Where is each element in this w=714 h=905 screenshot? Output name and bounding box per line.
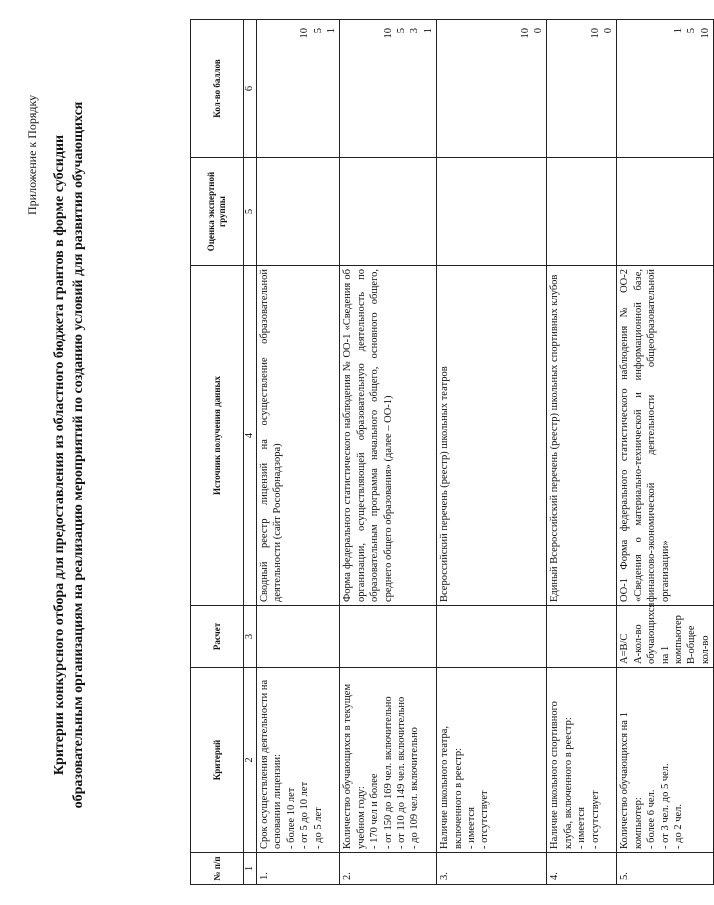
column-number: 1 — [244, 853, 257, 885]
criterion-line: - от 3 чел. до 5 чел. — [659, 763, 671, 849]
points-line: 10 — [589, 28, 601, 39]
data-source-cell: Единый Всероссийский перечень (реестр) школьных спортивных клубов — [547, 266, 617, 606]
row-number: 1. — [257, 853, 340, 885]
expert-assessment-cell — [547, 158, 617, 266]
criterion-cell — [437, 668, 547, 853]
criterion-cell — [340, 668, 437, 853]
calc-line: А=В/С — [619, 633, 631, 664]
column-number: 6 — [244, 20, 257, 158]
points-line: 1 — [326, 28, 337, 34]
column-number: 3 — [244, 606, 257, 668]
points-spacer — [618, 28, 672, 154]
data-source-cell: Форма федерального статистического наблюдения № ОО-1 «Сведения об организации, осуществляющей образовательную деятельность по образовательным программа начального общего, основного общего, среднего общего образования» (далее – ОО-1) — [340, 266, 437, 606]
points-spacer — [548, 28, 588, 154]
column-number: 4 — [244, 266, 257, 606]
criterion-line: - 170 чел и более — [369, 773, 381, 849]
points-line: 10 — [699, 28, 711, 39]
criterion-line: - более 10 лет — [285, 787, 297, 849]
header-calc: Расчет — [191, 606, 244, 668]
points-line: 5 — [312, 28, 324, 34]
calculation-cell — [617, 602, 714, 668]
row-number: 5. — [617, 853, 714, 885]
points-spacer — [341, 28, 381, 154]
calculation-cell — [437, 606, 547, 668]
points-line: 1 — [422, 28, 434, 34]
column-number: 2 — [244, 668, 257, 853]
criterion-line: Срок осуществления деятельности на основании лицензии: — [259, 679, 284, 849]
points-cell — [547, 20, 617, 158]
table-row — [617, 20, 714, 885]
points-line: 10 — [519, 28, 531, 39]
calculation-cell — [257, 606, 340, 668]
column-number: 5 — [244, 158, 257, 266]
criterion-line: - более 6 чел. — [646, 789, 658, 849]
criterion-line: - отсутствует — [479, 790, 491, 849]
criterion-line: - имеется — [576, 807, 588, 849]
header-num: № п/п — [191, 853, 244, 885]
table-row — [437, 20, 547, 885]
points-spacer — [258, 28, 298, 154]
calculation-cell — [547, 606, 617, 668]
table-row — [340, 20, 437, 885]
header-source: Источник получения данных — [191, 266, 244, 606]
data-source-cell: ОО-1 Форма федерального статистического наблюдения № ОО-2 «Сведения о материально-технической и информационной базе, финансово-экономической деятельности общеобразовательной организации» — [617, 266, 714, 606]
points-cell — [340, 20, 437, 158]
criterion-cell — [617, 668, 714, 853]
data-source-cell: Всероссийский перечень (реестр) школьных театров — [437, 266, 547, 606]
table-row — [257, 20, 340, 885]
criterion-line: - до 5 лет — [312, 807, 324, 849]
calc-line: А-кол-во обучающихся на 1 компьютер — [632, 602, 685, 664]
points-cell — [257, 20, 340, 158]
criterion-line: - до 109 чел. включительно — [409, 727, 421, 849]
points-line: 0 — [533, 28, 545, 34]
appendix-note: Приложение к Порядку — [25, 94, 39, 215]
header-points: Кол-во баллов — [191, 20, 244, 158]
row-number: 2. — [340, 853, 437, 885]
criterion-line: - от 110 до 149 чел. включительно — [396, 696, 408, 849]
points-line: 3 — [409, 28, 421, 34]
points-line: 5 — [396, 28, 407, 34]
data-source-cell: Сводный реестр лицензий на осуществление образовательной деятельности (сайт Рособрнадзора) — [257, 266, 340, 606]
row-number: 4. — [547, 853, 617, 885]
table-header-row — [191, 20, 244, 885]
criteria-table — [190, 19, 714, 885]
points-line: 10 — [382, 28, 394, 39]
points-line: 10 — [299, 28, 311, 39]
criterion-cell — [547, 668, 617, 853]
criterion-line: - от 150 до 169 чел. включительно — [382, 696, 394, 849]
table-row — [547, 20, 617, 885]
expert-assessment-cell — [340, 158, 437, 266]
column-number-row — [244, 20, 257, 885]
header-expert: Оценка экспертной группы — [191, 158, 244, 266]
expert-assessment-cell — [617, 158, 714, 266]
criterion-line: - от 5 до 10 лет — [299, 781, 311, 849]
criterion-line: Наличие школьного спортивного клуба, включенного в реестр: — [549, 701, 574, 849]
criterion-line: Количество обучающихся на 1 компьютер: — [619, 712, 644, 849]
points-line: 0 — [603, 28, 615, 34]
row-number: 3. — [437, 853, 547, 885]
criterion-line: Наличие школьного театра, включенного в реестр: — [439, 726, 464, 849]
points-line: 1 — [673, 28, 685, 34]
expert-assessment-cell — [437, 158, 547, 266]
expert-assessment-cell — [257, 158, 340, 266]
criterion-line: - имеется — [466, 807, 478, 849]
points-cell — [617, 20, 714, 158]
points-cell — [437, 20, 547, 158]
calc-line: В-общее кол-во — [686, 625, 711, 664]
header-criterion: Критерий — [191, 668, 244, 853]
points-line: 5 — [686, 28, 698, 34]
document-title: Критерии конкурсного отбора для предоставления из областного бюджета грантов в форме субсидии образовательным организациям на реализацию мероприятий по созданию условий для развития обучающихся — [52, 101, 86, 809]
criterion-cell — [257, 668, 340, 853]
criterion-line: - до 2 чел. — [673, 803, 685, 849]
points-spacer — [438, 28, 518, 154]
criterion-line: Количество обучающихся в текущем учебном году: — [342, 683, 367, 849]
criterion-line: - отсутствует — [589, 790, 601, 849]
calculation-cell — [340, 606, 437, 668]
